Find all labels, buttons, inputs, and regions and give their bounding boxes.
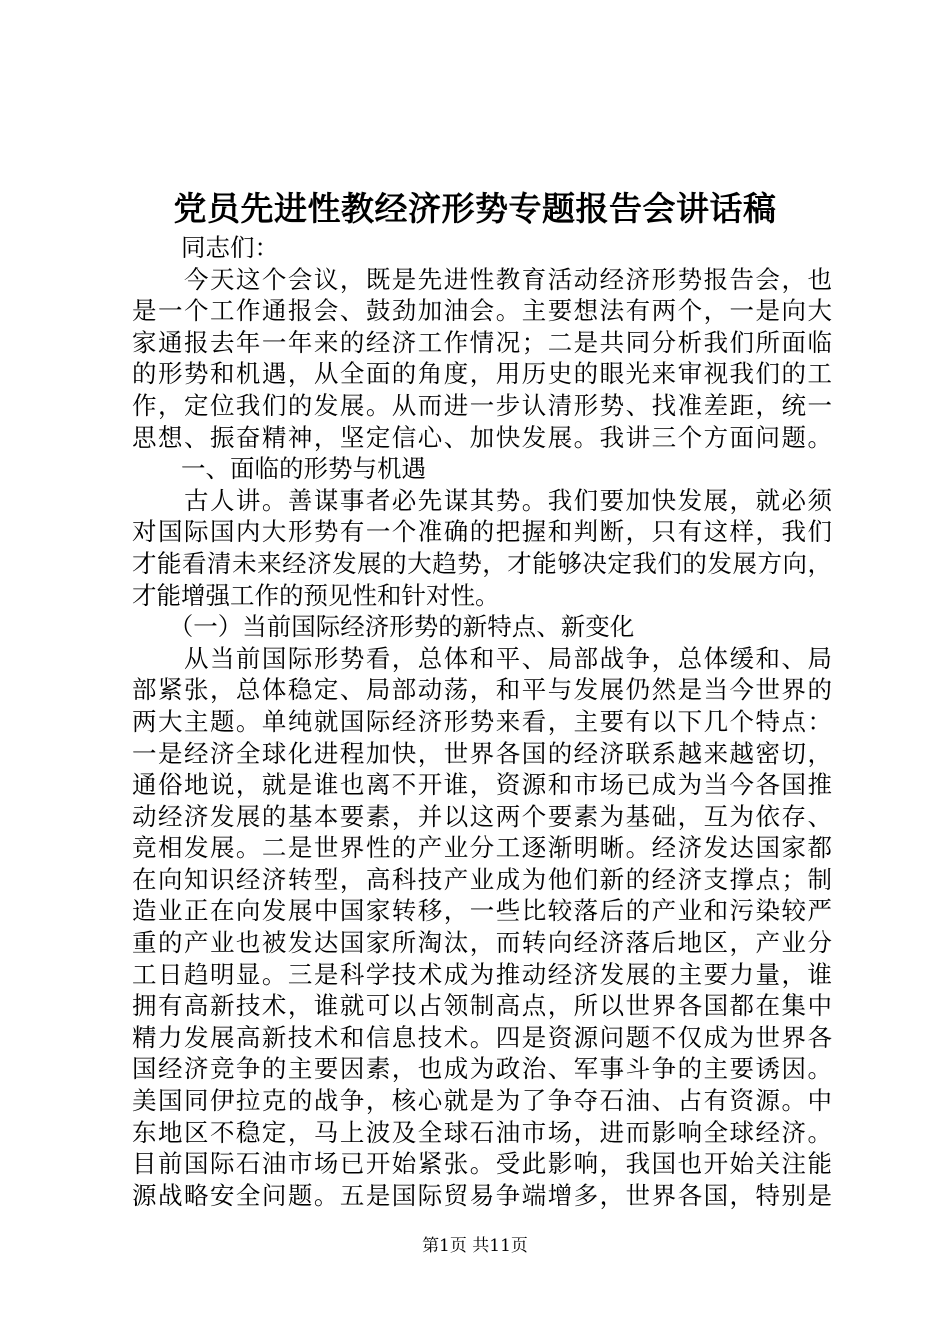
subsection-heading: （一）当前国际经济形势的新特点、新变化 (132, 612, 635, 642)
body-line: 同志们： (132, 233, 279, 262)
body-line: 才能看清未来经济发展的大趋势，才能够决定我们的发展方向， (132, 548, 832, 578)
body-line: 东地区不稳定，马上波及全球石油市场，进而影响全球经济。 (132, 1117, 832, 1147)
page-footer: 第1页 共11页 (422, 1236, 528, 1256)
body-line: 两大主题。单纯就国际经济形势来看，主要有以下几个特点： (132, 706, 832, 736)
body-line: 竞相发展。二是世界性的产业分工逐渐明晰。经济发达国家都 (132, 833, 832, 863)
body-line: 动经济发展的基本要素，并以这两个要素为基础，互为依存、 (132, 801, 832, 831)
section-heading: 一、面临的形势与机遇 (132, 454, 426, 484)
body-line: 对国际国内大形势有一个准确的把握和判断，只有这样，我们 (132, 517, 832, 547)
body-line: 思想、振奋精神，坚定信心、加快发展。我讲三个方面问题。 (132, 422, 832, 452)
body-line: 造业正在向发展中国家转移，一些比较落后的产业和污染较严 (132, 896, 832, 926)
body-line: 通俗地说，就是谁也离不开谁，资源和市场已成为当今各国推 (132, 770, 832, 800)
body-line: 在向知识经济转型，高科技产业成为他们新的经济支撑点；制 (132, 864, 832, 894)
body-line: 工日趋明显。三是科学技术成为推动经济发展的主要力量，谁 (132, 959, 832, 989)
body-line: 古人讲。善谋事者必先谋其势。我们要加快发展，就必须 (132, 485, 832, 515)
body-line: 家通报去年一年来的经济工作情况；二是共同分析我们所面临 (132, 327, 832, 357)
body-line: 美国同伊拉克的战争，核心就是为了争夺石油、占有资源。中 (132, 1086, 832, 1116)
body-line: 重的产业也被发达国家所淘汰，而转向经济落后地区，产业分 (132, 928, 832, 958)
body-line: 从当前国际形势看，总体和平、局部战争，总体缓和、局 (132, 643, 832, 673)
body-line: 国经济竞争的主要因素，也成为政治、军事斗争的主要诱因。 (132, 1054, 832, 1084)
body-line: 是一个工作通报会、鼓劲加油会。主要想法有两个，一是向大 (132, 296, 832, 326)
body-line: 部紧张，总体稳定、局部动荡，和平与发展仍然是当今世界的 (132, 675, 832, 705)
document-title: 党员先进性教经济形势专题报告会讲话稿 (173, 189, 777, 228)
body-line: 一是经济全球化进程加快，世界各国的经济联系越来越密切， (132, 738, 832, 768)
body-line: 今天这个会议，既是先进性教育活动经济形势报告会，也 (132, 264, 832, 294)
body-line: 目前国际石油市场已开始紧张。受此影响，我国也开始关注能 (132, 1149, 832, 1179)
body-line: 的形势和机遇，从全面的角度，用历史的眼光来审视我们的工 (132, 359, 832, 389)
body-line: 精力发展高新技术和信息技术。四是资源问题不仅成为世界各 (132, 1022, 832, 1052)
body-line: 作，定位我们的发展。从而进一步认清形势、找准差距，统一 (132, 390, 832, 420)
body-line: 才能增强工作的预见性和针对性。 (132, 580, 500, 610)
body-line: 源战略安全问题。五是国际贸易争端增多，世界各国，特别是 (132, 1180, 832, 1210)
body-line: 拥有高新技术，谁就可以占领制高点，所以世界各国都在集中 (132, 991, 832, 1021)
document-body (132, 232, 832, 1211)
